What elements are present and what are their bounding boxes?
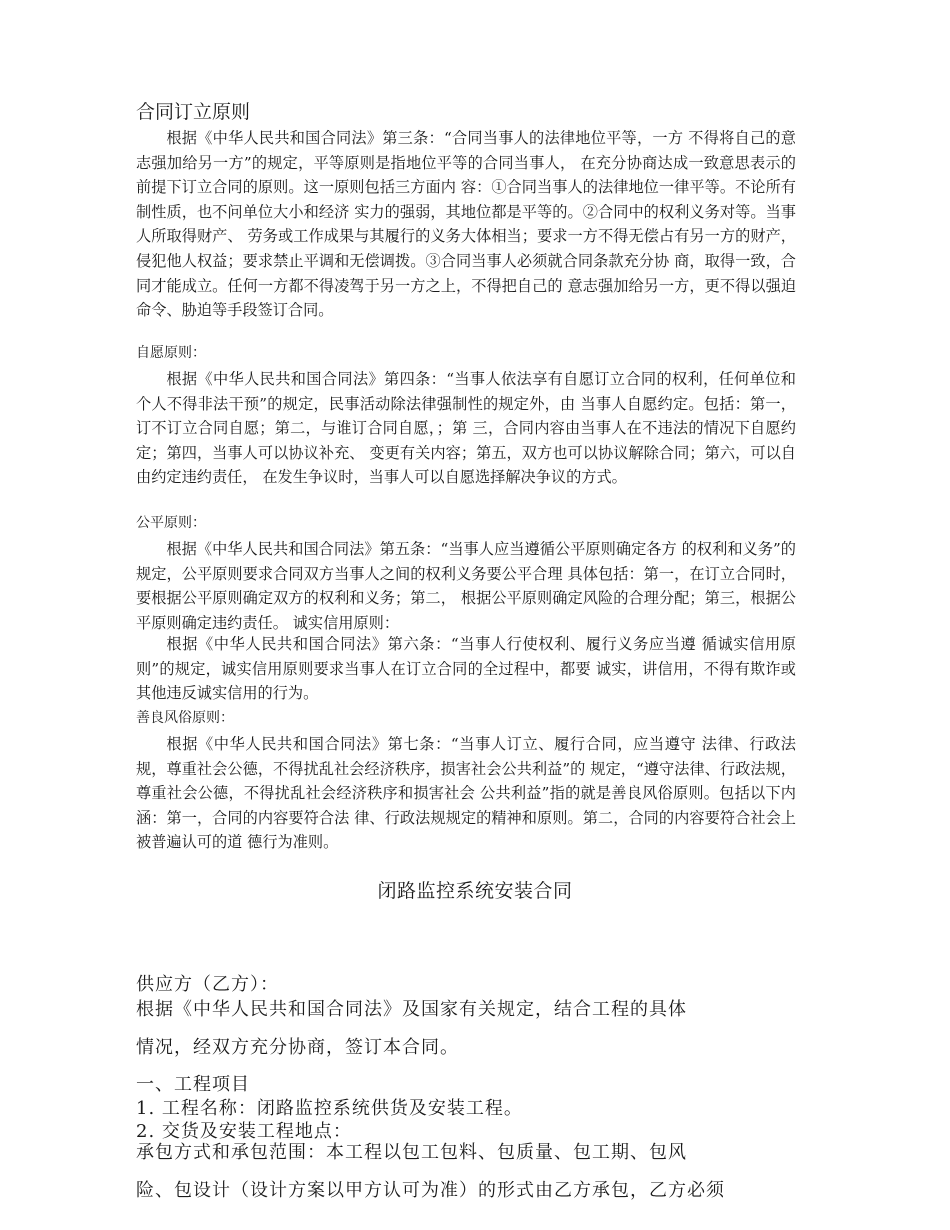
project-item-1: 1. 工程名称：闭路监控系统供货及安装工程。 xyxy=(136,1098,523,1119)
label-public-order-principle: 善良风俗原则： xyxy=(136,710,234,726)
paragraph-equality-principle: 根据《中华人民共和国合同法》第三条：“合同当事人的法律地位平等，一方 不得将自己的意志强加给另一方”的规定，平等原则是指地位平等的合同当事人， 在充分协商达成一致意思表示的前提下订立合同的原则。这一原则包括三方面内 容：①合同当事人的法律地位一律平等。不论所有制性质，也不问单位大小和经济 实力的强弱，其地位都是平等的。②合同中的权利义务对等。当事人所取得财产、 劳务或工作成果与其履行的义务大体相当；要求一方不得无偿占有另一方的财产， 侵犯他人权益；要求禁止平调和无偿调拨。③合同当事人必须就合同条款充分协 商，取得一致，合同才能成立。任何一方都不得凌驾于另一方之上，不得把自己的 意志强加给另一方，更不得以强迫命令、胁迫等手段签订合同。 xyxy=(136,129,796,320)
paragraph-voluntary-principle: 根据《中华人民共和国合同法》第四条：“当事人依法享有自愿订立合同的权利，任何单位和个人不得非法干预”的规定，民事活动除法律强制性的规定外，由 当事人自愿约定。包括：第一，订不订立合同自愿；第二，与谁订合同自愿，；第 三，合同内容由当事人在不违法的情况下自愿约定；第四，当事人可以协议补充、 变更有关内容；第五，双方也可以协议解除合同；第六，可以自由约定违约责任， 在发生争议时，当事人可以自愿选择解决争议的方式。 xyxy=(136,370,796,487)
section-title-contract-principles: 合同订立原则 xyxy=(136,101,251,123)
paragraph-good-faith-principle: 根据《中华人民共和国合同法》第六条：“当事人行使权利、履行义务应当遵 循诚实信用原则”的规定，诚实信用原则要求当事人在订立合同的全过程中，都要 诚实，讲信用，不得有欺诈或其他违反诚实信用的行为。 xyxy=(136,635,796,703)
contract-scope-line-2: 险、包设计（设计方案以甲方认可为准）的形式由乙方承包，乙方必须 xyxy=(136,1180,725,1201)
label-voluntary-principle: 自愿原则： xyxy=(136,345,206,361)
supplier-party-label: 供应方（乙方）： xyxy=(136,974,279,995)
contract-title: 闭路监控系统安装合同 xyxy=(377,880,573,902)
label-fairness-principle: 公平原则： xyxy=(136,515,206,531)
project-item-2: 2. 交货及安装工程地点： xyxy=(136,1121,352,1142)
contract-scope-line-1: 承包方式和承包范围：本工程以包工包料、包质量、包工期、包风 xyxy=(136,1142,687,1163)
section-heading-project: 一、工程项目 xyxy=(136,1074,250,1095)
paragraph-fairness-principle: 根据《中华人民共和国合同法》第五条：“当事人应当遵循公平原则确定各方 的权利和义务”的规定，公平原则要求合同双方当事人之间的权利义务要公平合理 具体包括：第一，在订立合同时，要根据公平原则确定双方的权利和义务；第二， 根据公平原则确定风险的合理分配；第三，根据公平原则确定违约责任。 诚实信用原则： xyxy=(136,540,796,632)
paragraph-public-order-principle: 根据《中华人民共和国合同法》第七条：“当事人订立、履行合同，应当遵守 法律、行政法规，尊重社会公德，不得扰乱社会经济秩序，损害社会公共利益”的 规定，“遵守法律、行政法规，尊重社会公德，不得扰乱社会经济秩序和损害社会 公共利益”指的就是善良风俗原则。包括以下内涵：第一，合同的内容要符合法 律、行政法规规定的精神和原则。第二，合同的内容要符合社会上被普遍认可的道 德行为准则。 xyxy=(136,735,796,852)
contract-intro-line-1: 根据《中华人民共和国合同法》及国家有关规定，结合工程的具体 xyxy=(136,999,687,1020)
contract-intro-line-2: 情况，经双方充分协商，签订本合同。 xyxy=(136,1037,459,1058)
